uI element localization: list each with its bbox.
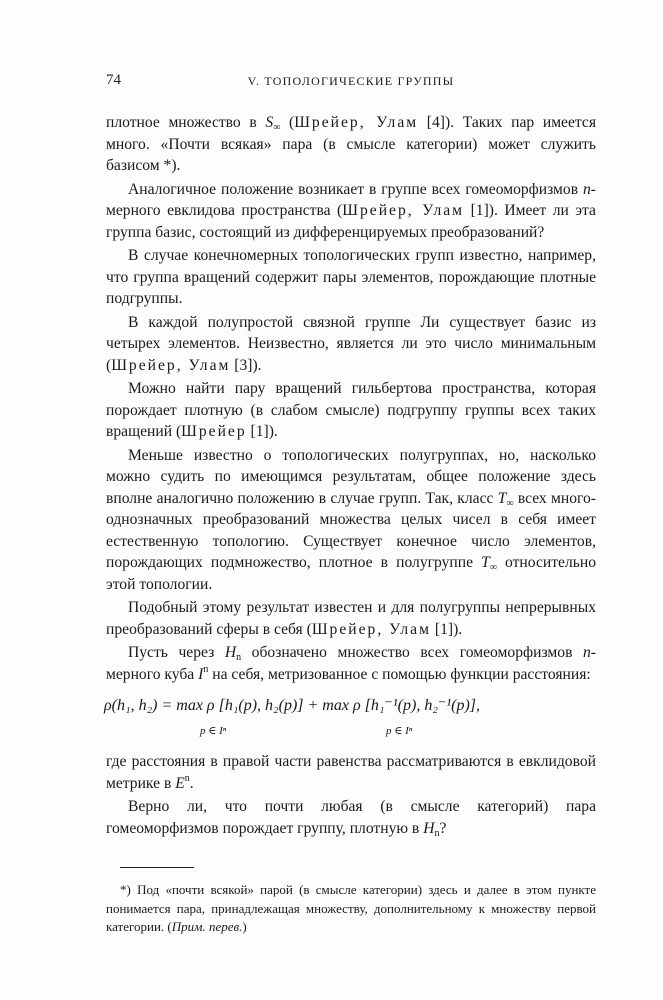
paragraph: В случае конечномерных топологических групп известно, например, что группа вращений содержит пары элементов, порождающие плотные подгруппы. [106,247,596,307]
paragraph: плотное множество в $S_\infty$ (Шрейер, Улам [4]). Таких пар имеется много. «Почти всякая» пара (в смысле категории) может служить базисом *). [106,114,597,174]
formula-subscript-1: p ∈ Iⁿ [200,725,227,737]
page-number: 74 [106,72,121,88]
formula-max-term-2: max ρ [h₁⁻¹(p), h₂⁻¹(p)], [322,697,481,714]
body-text [106,112,596,839]
page-header [106,72,596,98]
author-name: Шрейер, Улам [111,356,231,374]
paragraph: Можно найти пару вращений гильбертова пространства, которая порождает плотную (в слабом смысле) подгруппу группы всех таких вращений (Шрейер [1]). [106,380,596,440]
distance-formula [104,695,596,737]
running-head: V. ТОПОЛОГИЧЕСКИЕ ГРУППЫ [247,74,455,88]
paragraph: В каждой полупростой связной группе Ли существует базис из четырех элементов. Неизвестно, является ли это число минимальным (Шрейер, Улам [3]). [106,313,596,374]
paragraph: Верно ли, что почти любая (в смысле категорий) пара гомеоморфизмов порождает группу, плотную в $H_n$? [106,798,596,839]
formula-max-term-1: max ρ [h₁(p), h₂(p)] + [176,697,323,714]
paragraph: где расстояния в правой части равенства рассматриваются в евклидовой метрике в $E^n$. [106,753,596,792]
translator-note: Прим. перев. [171,919,243,934]
paragraph: Подобный этому результат известен и для полугруппы непрерывных преобразований сферы в себя (Шрейер, Улам [1]). [106,599,596,638]
formula-lhs: ρ(h₁, h₂) = [104,697,177,714]
author-name: Шрейер, Улам [294,114,419,131]
paragraph: Меньше известно о топологических полугруппах, но, насколько можно судить по имеющимся результатам, общее положение здесь вполне аналогично положению в случае групп. Так, класс $T_\infty$ всех много-однозначных преобразований множества целых чисел в себя имеет естественную топологию. Существует конечное число элементов, порождающих подмножество, плотное в полугруппе $T_\infty$ относительно этой топологии. [106,446,597,593]
formula-subscript-2: p ∈ Iⁿ [386,725,413,737]
author-name: Шрейер, Улам [311,620,431,638]
paragraph: Пусть через $H_n$ обозначено множество всех гомеоморфизмов n-мерного куба $I^n$ на себя, метризованное с помощью функции расстояния: [106,644,596,683]
paragraph: Аналогичное положение возникает в группе всех гомеоморфизмов n-мерного евклидова пространства (Шрейер, Улам [1]). Имеет ли эта группа базис, состоящий из дифференцируемых преобразований? [106,180,596,241]
author-name: Шрейер, Улам [342,202,465,219]
footnote: *) Под «почти всякой» парой (в смысле категории) здесь и далее в этом пункте понимается пара, принадлежащая множеству, дополнительному к множеству первой категории. (Прим. перев.) [106,882,596,934]
book-page [106,72,596,950]
author-name: Шрейер [181,423,247,440]
footnote-divider [120,867,194,868]
